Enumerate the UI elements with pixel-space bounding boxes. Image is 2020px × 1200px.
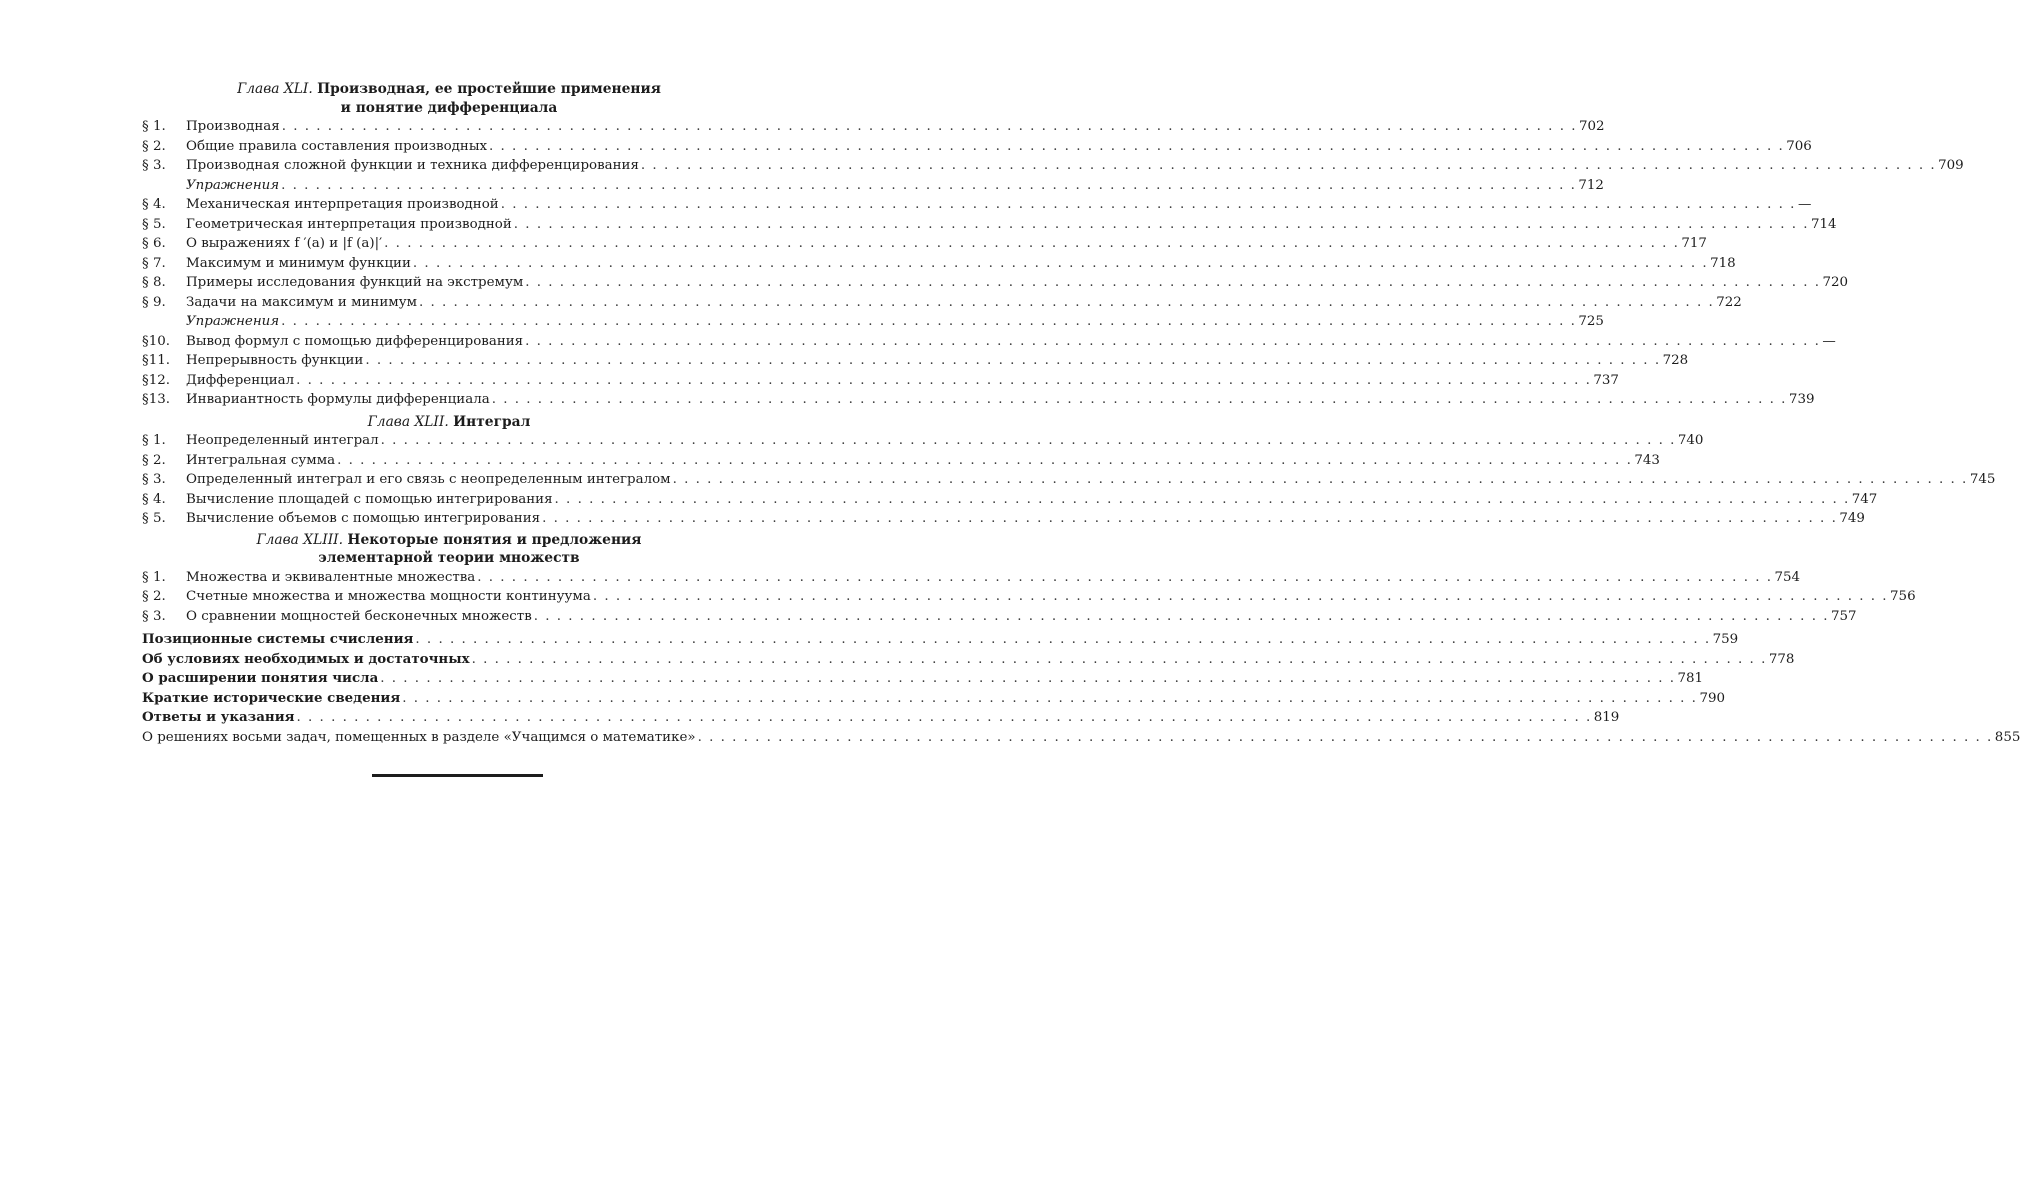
toc-entry[interactable] <box>142 568 1801 588</box>
entry-title: Множества и эквивалентные множества <box>186 569 476 585</box>
page-number: 706 <box>1786 138 1812 154</box>
dot-leader <box>489 137 1784 157</box>
section-number: § 3. <box>142 158 166 173</box>
appendix-entries <box>142 630 2020 747</box>
entry-title: Позиционные системы счисления <box>142 631 414 647</box>
dot-leader <box>281 176 1576 196</box>
page-number: 717 <box>1681 236 1707 251</box>
page-number: 714 <box>1811 216 1837 232</box>
page-number: 743 <box>1634 452 1660 468</box>
entry-title: Производная сложной функции и техника дифференцирования <box>186 158 639 173</box>
dot-leader <box>698 728 1993 748</box>
chapter-heading <box>142 413 756 432</box>
dot-leader <box>337 451 1632 471</box>
toc-entry[interactable] <box>142 215 1837 235</box>
chapter-title: Интеграл <box>453 413 531 430</box>
page-number: 855 <box>1994 729 2020 745</box>
page-number: 737 <box>1593 372 1619 388</box>
toc-entry[interactable] <box>142 371 1619 391</box>
entry-title: Геометрическая интерпретация производной <box>186 216 512 232</box>
chapter-entries <box>142 117 1964 410</box>
dot-leader <box>673 470 1968 490</box>
entry-title: Вычисление площадей с помощью интегрирования <box>186 491 553 507</box>
page-number: 749 <box>1839 511 1865 526</box>
entry-title: Инвариантность формулы дифференциала <box>186 392 490 407</box>
dot-leader <box>525 273 1820 293</box>
page-number: 790 <box>1699 690 1725 706</box>
entry-title: Краткие исторические сведения <box>142 689 401 706</box>
section-number: §12. <box>142 372 170 388</box>
toc-entry[interactable] <box>142 728 2020 748</box>
toc-entry[interactable] <box>142 650 1795 670</box>
page-number: 754 <box>1774 569 1801 585</box>
chapter-label: Глава XLI. <box>237 81 313 97</box>
page-number: 740 <box>1677 433 1704 448</box>
entry-title: О решениях восьми задач, помещенных в разделе «Учащимся о математике» <box>142 729 696 745</box>
entry-title: Счетные множества и множества мощности континуума <box>186 589 591 604</box>
entry-title: Упражнения <box>186 314 280 329</box>
section-number: § 4. <box>142 491 166 507</box>
entry-title: Общие правила составления производных <box>186 138 488 154</box>
entry-title: Вывод формул с помощью дифференцирования <box>186 333 524 349</box>
section-number: § 6. <box>142 236 166 251</box>
section-number: § 4. <box>142 197 166 212</box>
dot-leader <box>381 431 1676 451</box>
section-number: § 7. <box>142 255 166 271</box>
dot-leader <box>402 689 1697 709</box>
chapter-title: Некоторые понятия и предложения <box>347 531 642 548</box>
chapter-heading <box>142 80 756 117</box>
toc-entry[interactable] <box>142 332 1836 352</box>
toc-entry[interactable] <box>142 587 1916 607</box>
entry-title: Механическая интерпретация производной <box>186 197 499 212</box>
section-number: § 2. <box>142 452 166 468</box>
toc-entry[interactable] <box>142 451 1660 471</box>
section-number: § 1. <box>142 433 166 448</box>
entry-title: Дифференциал <box>186 372 295 388</box>
toc-entry[interactable] <box>142 254 1736 274</box>
entry-title: Непрерывность функции <box>186 353 364 368</box>
page-number: 709 <box>1938 158 1964 173</box>
end-rule <box>372 774 543 777</box>
toc-entry[interactable] <box>142 273 1849 293</box>
dot-leader <box>501 195 1796 215</box>
page-number: 702 <box>1578 119 1605 134</box>
entry-title: О выражениях f ′(a) и |f (a)|′ <box>186 236 383 251</box>
dot-leader <box>282 117 1577 137</box>
section-number: § 1. <box>142 569 166 585</box>
entry-title: Определенный интеграл и его связь с неопределенным интегралом <box>186 472 671 487</box>
dot-leader <box>415 630 1710 650</box>
dot-leader <box>534 607 1829 627</box>
section-number: §13. <box>142 392 170 407</box>
toc-entry[interactable] <box>142 176 1604 196</box>
section-number: § 3. <box>142 472 166 487</box>
section-number: § 2. <box>142 589 166 604</box>
toc-entry[interactable] <box>142 708 1620 728</box>
toc-entry[interactable] <box>142 117 1605 137</box>
dot-leader <box>296 371 1591 391</box>
dot-leader <box>297 708 1592 728</box>
section-number: § 8. <box>142 275 166 290</box>
dot-leader <box>593 587 1888 607</box>
page-number: — <box>1797 197 1812 212</box>
dot-leader <box>514 215 1809 235</box>
section-number: § 5. <box>142 216 166 232</box>
table-of-contents <box>142 80 2020 747</box>
toc-entry[interactable] <box>142 390 1815 410</box>
dot-leader <box>477 568 1772 588</box>
toc-entry[interactable] <box>142 689 1725 709</box>
section-number: § 2. <box>142 138 166 154</box>
page-number: 778 <box>1768 651 1795 667</box>
toc-entry[interactable] <box>142 293 1742 313</box>
dot-leader <box>472 650 1767 670</box>
dot-leader <box>365 351 1660 371</box>
page-number: 819 <box>1593 710 1620 725</box>
page-number: 756 <box>1890 589 1916 604</box>
dot-leader <box>419 293 1714 313</box>
toc-entry[interactable] <box>142 431 1704 451</box>
entry-title: О расширении понятия числа <box>142 670 379 686</box>
entry-title: Вычисление объемов с помощью интегрирования <box>186 511 541 526</box>
chapter-heading <box>142 531 756 568</box>
toc-entry[interactable] <box>142 509 1865 529</box>
page-number: 781 <box>1677 671 1704 686</box>
page-number: 725 <box>1578 314 1604 329</box>
page-number: 728 <box>1662 353 1689 368</box>
toc-entry[interactable] <box>142 351 1689 371</box>
toc-entry[interactable] <box>142 312 1604 332</box>
toc-entry[interactable] <box>142 156 1964 176</box>
dot-leader <box>542 509 1837 529</box>
entry-title: Неопределенный интеграл <box>186 433 379 448</box>
entry-title: О сравнении мощностей бесконечных множеств <box>186 608 532 624</box>
section-number: § 3. <box>142 608 166 624</box>
entry-title: Упражнения <box>186 177 280 193</box>
toc-entry[interactable] <box>142 630 1739 650</box>
chapter-entries <box>142 568 1916 627</box>
toc-entry[interactable] <box>142 470 1996 490</box>
page-number: 720 <box>1822 275 1849 290</box>
dot-leader <box>384 234 1679 254</box>
dot-leader <box>281 312 1576 332</box>
page-number: — <box>1822 333 1836 349</box>
chapter-title: Производная, ее простейшие применения <box>317 81 661 97</box>
toc-entry[interactable] <box>142 669 1704 689</box>
dot-leader <box>641 156 1936 176</box>
section-number: §10. <box>142 333 170 349</box>
page-number: 759 <box>1712 632 1739 647</box>
toc-entry[interactable] <box>142 137 1812 157</box>
chapter-label: Глава XLII. <box>367 413 449 430</box>
section-number: § 5. <box>142 511 166 526</box>
dot-leader <box>380 669 1675 689</box>
dot-leader <box>413 254 1708 274</box>
dot-leader <box>525 332 1820 352</box>
entry-title: Примеры исследования функций на экстремум <box>186 275 524 290</box>
entry-title: Максимум и минимум функции <box>186 255 411 271</box>
page-number: 722 <box>1716 294 1742 310</box>
page-number: 739 <box>1788 392 1815 407</box>
dot-leader <box>555 490 1850 510</box>
entry-title: Об условиях необходимых и достаточных <box>142 650 470 667</box>
toc-entry[interactable] <box>142 490 1878 510</box>
toc-entry[interactable] <box>142 195 1812 215</box>
page-number: 745 <box>1969 472 1996 487</box>
page-number: 712 <box>1578 177 1604 193</box>
chapter-title-line2: элементарной теории множеств <box>318 550 580 566</box>
chapter-label: Глава XLIII. <box>256 531 344 548</box>
section-number: § 9. <box>142 294 166 310</box>
page-number: 757 <box>1830 608 1857 624</box>
page-number: 718 <box>1710 255 1736 271</box>
toc-entry[interactable] <box>142 607 1857 627</box>
chapter-title-line2: и понятие дифференциала <box>340 99 558 116</box>
entry-title: Ответы и указания <box>142 709 295 725</box>
entry-title: Задачи на максимум и минимум <box>186 294 417 310</box>
entry-title: Интегральная сумма <box>186 452 336 468</box>
toc-entry[interactable] <box>142 234 1707 254</box>
section-number: § 1. <box>142 119 166 134</box>
chapter-entries <box>142 431 1996 529</box>
dot-leader <box>492 390 1787 410</box>
entry-title: Производная <box>186 119 280 134</box>
section-number: §11. <box>142 353 170 368</box>
page-number: 747 <box>1851 491 1878 507</box>
